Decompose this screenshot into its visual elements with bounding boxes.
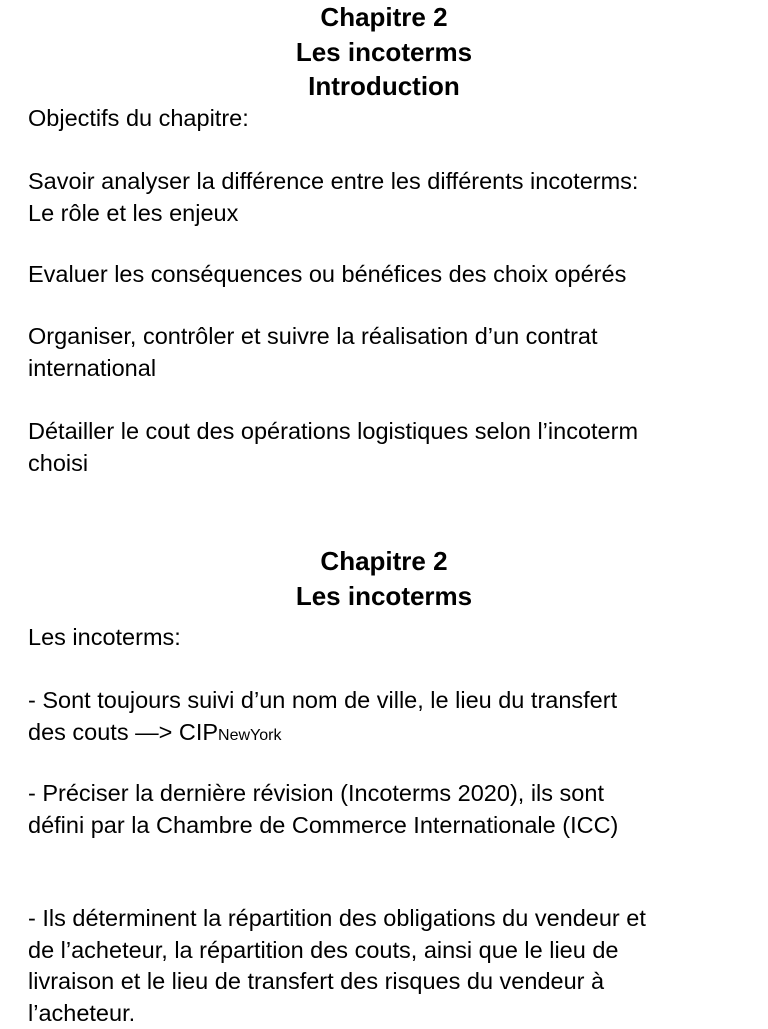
objective-item — [28, 321, 748, 384]
incoterms-heading: Les incoterms: — [28, 622, 748, 654]
text-line: Le rôle et les enjeux — [28, 198, 748, 230]
slide-title — [0, 0, 768, 104]
objective-item — [28, 166, 748, 229]
slide-title — [0, 544, 768, 613]
title-line-topic: Les incoterms — [0, 579, 768, 614]
title-line-chapter: Chapitre 2 — [0, 544, 768, 579]
text-line: Savoir analyser la différence entre les différents incoterms: — [28, 166, 748, 198]
text-fragment: des couts —> CIP — [28, 719, 218, 745]
title-line-chapter: Chapitre 2 — [0, 0, 768, 35]
text-line: Organiser, contrôler et suivre la réalisation d’un contrat — [28, 321, 748, 353]
text-line: défini par la Chambre de Commerce Internationale (ICC) — [28, 810, 748, 842]
text-line: Evaluer les conséquences ou bénéfices des choix opérés — [28, 259, 748, 291]
text-line: choisi — [28, 448, 748, 480]
text-line — [28, 717, 748, 752]
incoterms-heading-block — [28, 622, 748, 654]
title-line-topic: Les incoterms — [0, 35, 768, 70]
city-subscript: NewYork — [218, 727, 281, 744]
text-line: l’acheteur. — [28, 998, 748, 1029]
text-line: - Ils déterminent la répartition des obligations du vendeur et — [28, 903, 748, 935]
objective-item — [28, 259, 748, 291]
bullet-item — [28, 903, 748, 1029]
text-line: livraison et le lieu de transfert des risques du vendeur à — [28, 966, 748, 998]
text-line: - Sont toujours suivi d’un nom de ville, le lieu du transfert — [28, 685, 748, 717]
bullet-item — [28, 778, 748, 841]
text-line: Détailler le cout des opérations logistiques selon l’incoterm — [28, 416, 748, 448]
text-line: - Préciser la dernière révision (Incoterms 2020), ils sont — [28, 778, 748, 810]
text-line: de l’acheteur, la répartition des couts, ainsi que le lieu de — [28, 935, 748, 967]
title-line-subtitle: Introduction — [0, 69, 768, 104]
bullet-item — [28, 685, 748, 751]
slide-body — [28, 103, 748, 135]
text-line: international — [28, 353, 748, 385]
objectives-heading: Objectifs du chapitre: — [28, 103, 748, 135]
objective-item — [28, 416, 748, 479]
